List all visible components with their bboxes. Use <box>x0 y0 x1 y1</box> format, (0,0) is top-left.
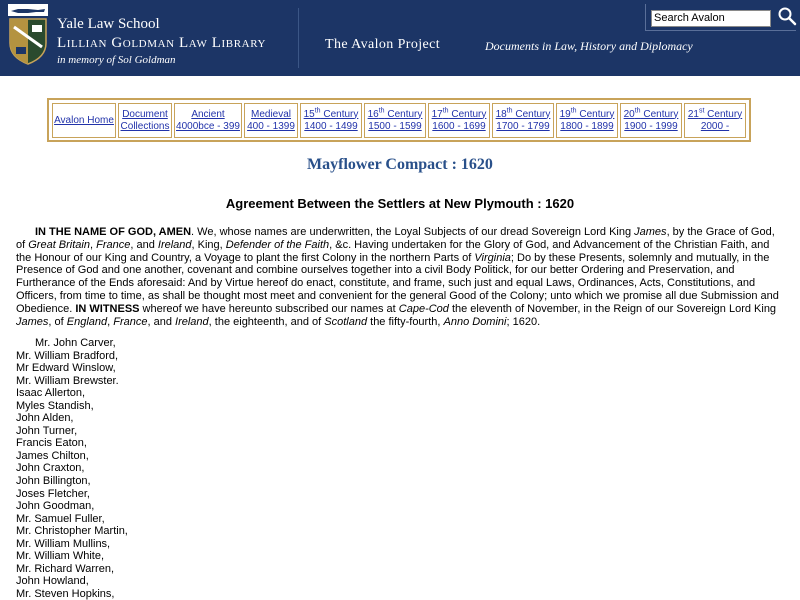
signer-name: John Goodman, <box>16 500 95 513</box>
signer-name: Francis Eaton, <box>16 437 87 450</box>
signer-name: Mr. William Bradford, <box>16 349 119 362</box>
library-name[interactable]: Lillian Goldman Law Library <box>57 35 267 51</box>
nav-avalon-home[interactable] <box>52 103 116 138</box>
signer-name: Mr. Christopher Martin, <box>16 525 128 538</box>
signer-name: Mr. William Mullins, <box>16 537 111 550</box>
compact-paragraph: IN THE NAME OF GOD, AMEN. We, whose names are underwritten, the Loyal Subjects of our dread Sovereign Lord King James, by the Grace of God, of Great Britain, France, and Ireland, King, Defender of the Faith, &c. Having undertaken for the Glory of God, and Advancement of the Christian Faith, and the Honour of our King and Country, a Voyage to plant the first Colony in the northern Parts of Virginia; Do by these Presents, solemnly and mutually, in the Presence of God and one another, covenant and combine ourselves together into a civil Body Politick, for our better Ordering and Preservation, and Furtherance of the Ends aforesaid: And by Virtue hereof do enact, constitute, and frame, such just and equal Laws, Ordinances, Acts, Constitutions, and Officers, from time to time, as shall be thought most meet and convenient for the general Good of the Colony; unto which we promise all due Submission and Obedience. IN WITNESS whereof we have hereunto subscribed our names at Cape-Cod the eleventh of November, in the Reign of our Sovereign Lord King James, of England, France, and Ireland, the eighteenth, and of Scotland the fifty-fourth, Anno Domini; 1620. <box>16 226 779 328</box>
in-witness: IN WITNESS <box>75 302 140 315</box>
nav-label: Ancient <box>191 108 225 120</box>
nav-19th-century[interactable] <box>556 103 618 138</box>
nav-label: Avalon Home <box>54 114 114 126</box>
signer-name: John Craxton, <box>16 462 85 475</box>
nav-label: 19th Century <box>559 107 615 120</box>
document-subtitle: Agreement Between the Settlers at New Plymouth : 1620 <box>225 196 575 211</box>
signer-name: Mr. William Brewster. <box>16 374 119 387</box>
document-title: Mayflower Compact : 1620 <box>307 156 493 173</box>
nav-ancient[interactable] <box>174 103 242 138</box>
avalon-project-title[interactable]: The Avalon Project <box>325 37 441 52</box>
signer-name: Joses Fletcher, <box>16 487 90 500</box>
signer-name: John Alden, <box>16 412 74 425</box>
nav-label: 16th Century <box>367 107 423 120</box>
avalon-tagline: Documents in Law, History and Diplomacy <box>485 39 693 53</box>
signer-name: Mr. Steven Hopkins, <box>16 587 115 600</box>
signer-name: Mr. John Carver, <box>35 337 116 349</box>
nav-sublabel: 1700 - 1799 <box>496 120 550 132</box>
nav-label: Document <box>122 108 168 120</box>
signer-name: Mr Edward Winslow, <box>16 362 116 375</box>
yale-shield-icon[interactable] <box>8 17 48 65</box>
nav-sublabel: 1400 - 1499 <box>304 120 358 132</box>
signer-name: Mr. William White, <box>16 550 104 563</box>
nav-15th-century[interactable] <box>300 103 362 138</box>
search-icon[interactable] <box>777 6 797 26</box>
signer-name: Isaac Allerton, <box>16 387 86 400</box>
nav-20th-century[interactable] <box>620 103 682 138</box>
nav-label: 21st Century <box>687 107 743 120</box>
nav-16th-century[interactable] <box>364 103 426 138</box>
signer-name: Myles Standish, <box>16 399 94 412</box>
signers-list <box>16 337 416 600</box>
nav-label: 20th Century <box>623 107 679 120</box>
alligator-logo-icon <box>8 4 48 16</box>
nav-document-collections[interactable] <box>118 103 172 138</box>
opening-invocation: IN THE NAME OF GOD, AMEN <box>35 226 192 238</box>
school-name[interactable]: Yale Law School <box>57 16 160 32</box>
nav-label: 15th Century <box>303 107 359 120</box>
signer-name: John Billington, <box>16 475 91 488</box>
signer-name: James Chilton, <box>16 449 89 462</box>
nav-label: 18th Century <box>495 107 551 120</box>
header-divider <box>298 8 299 68</box>
nav-label: 17th Century <box>431 107 487 120</box>
nav-sublabel: Collections <box>120 120 170 132</box>
nav-sublabel: 1500 - 1599 <box>368 120 422 132</box>
nav-21st-century[interactable] <box>684 103 746 138</box>
search-input[interactable] <box>651 10 771 27</box>
signer-name: Mr. Samuel Fuller, <box>16 512 105 525</box>
nav-sublabel: 1800 - 1899 <box>560 120 614 132</box>
century-navigation <box>47 98 751 142</box>
nav-18th-century[interactable] <box>492 103 554 138</box>
site-header <box>0 0 800 76</box>
nav-sublabel: 1600 - 1699 <box>432 120 486 132</box>
nav-17th-century[interactable] <box>428 103 490 138</box>
nav-sublabel: 4000bce - 399 <box>176 120 240 132</box>
nav-sublabel: 2000 - <box>700 120 730 132</box>
nav-sublabel: 1900 - 1999 <box>624 120 678 132</box>
memorial-text: in memory of Sol Goldman <box>57 54 176 66</box>
signer-name: Mr. Richard Warren, <box>16 562 115 575</box>
signer-name: John Turner, <box>16 424 78 437</box>
nav-medieval[interactable] <box>244 103 298 138</box>
nav-label: Medieval <box>250 108 292 120</box>
nav-sublabel: 400 - 1399 <box>247 120 295 132</box>
signer-name: John Howland, <box>16 575 89 588</box>
